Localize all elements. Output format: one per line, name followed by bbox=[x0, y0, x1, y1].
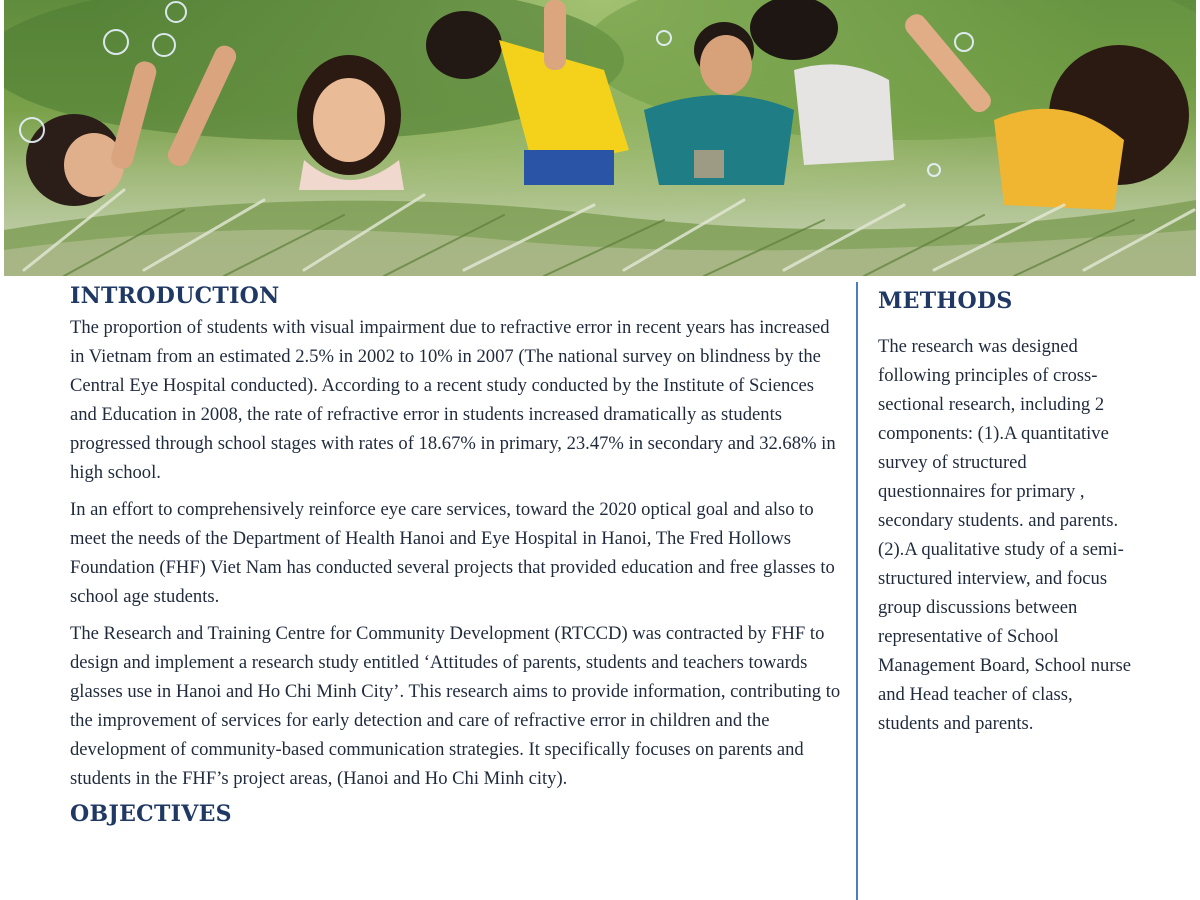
main-column bbox=[70, 283, 845, 827]
column-divider bbox=[856, 282, 858, 900]
child-figure bbox=[297, 55, 404, 190]
intro-paragraph: The proportion of students with visual impairment due to refractive error in recent years has increased in Vietnam from an estimated 2.5% in 2002 to 10% in 2007 (The national survey on blindness by the Central Eye Hospital conducted). According to a recent study conducted by the Institute of Sciences and Education in 2008, the rate of refractive error in students increased dramatically as students progressed through school stages with rates of 18.67% in primary, 23.47% in secondary and 32.68% in high school. bbox=[70, 317, 836, 483]
intro-paragraph: In an effort to comprehensively reinforce eye care services, toward the 2020 optical goal and also to meet the needs of the Department of Health Hanoi and Eye Hospital in Hanoi, The Fred Hollows Foundation (FHF) Viet Nam has conducted several projects that provided education and free glasses to school age students. bbox=[70, 499, 835, 607]
methods-heading: METHODS bbox=[878, 288, 1013, 314]
introduction-heading: INTRODUCTION bbox=[70, 283, 280, 309]
objectives-heading: OBJECTIVES bbox=[70, 801, 232, 827]
hero-photo bbox=[4, 0, 1196, 276]
intro-paragraph: The Research and Training Centre for Community Development (RTCCD) was contracted by FHF to design and implement a research study entitled ‘Attitudes of parents, students and teachers towards glasses use in Hanoi and Ho Chi Minh City’. This research aims to provide information, contributing to the improvement of services for early detection and care of refractive error in children and the development of community-based communication strategies. It specifically focuses on parents and students in the FHF’s project areas, (Hanoi and Ho Chi Minh city). bbox=[70, 623, 841, 789]
methods-text: The research was designed following principles of cross-sectional research, including 2 components: (1).A quantitative survey of structured questionnaires for primary , secondary students. and parents. (2).A qualitative study of a semi-structured interview, and focus group discussions between representative of School Management Board, School nurse and Head teacher of class, students and parents. bbox=[878, 336, 1132, 734]
side-column bbox=[878, 288, 1138, 738]
hero-illustration bbox=[4, 0, 1196, 276]
